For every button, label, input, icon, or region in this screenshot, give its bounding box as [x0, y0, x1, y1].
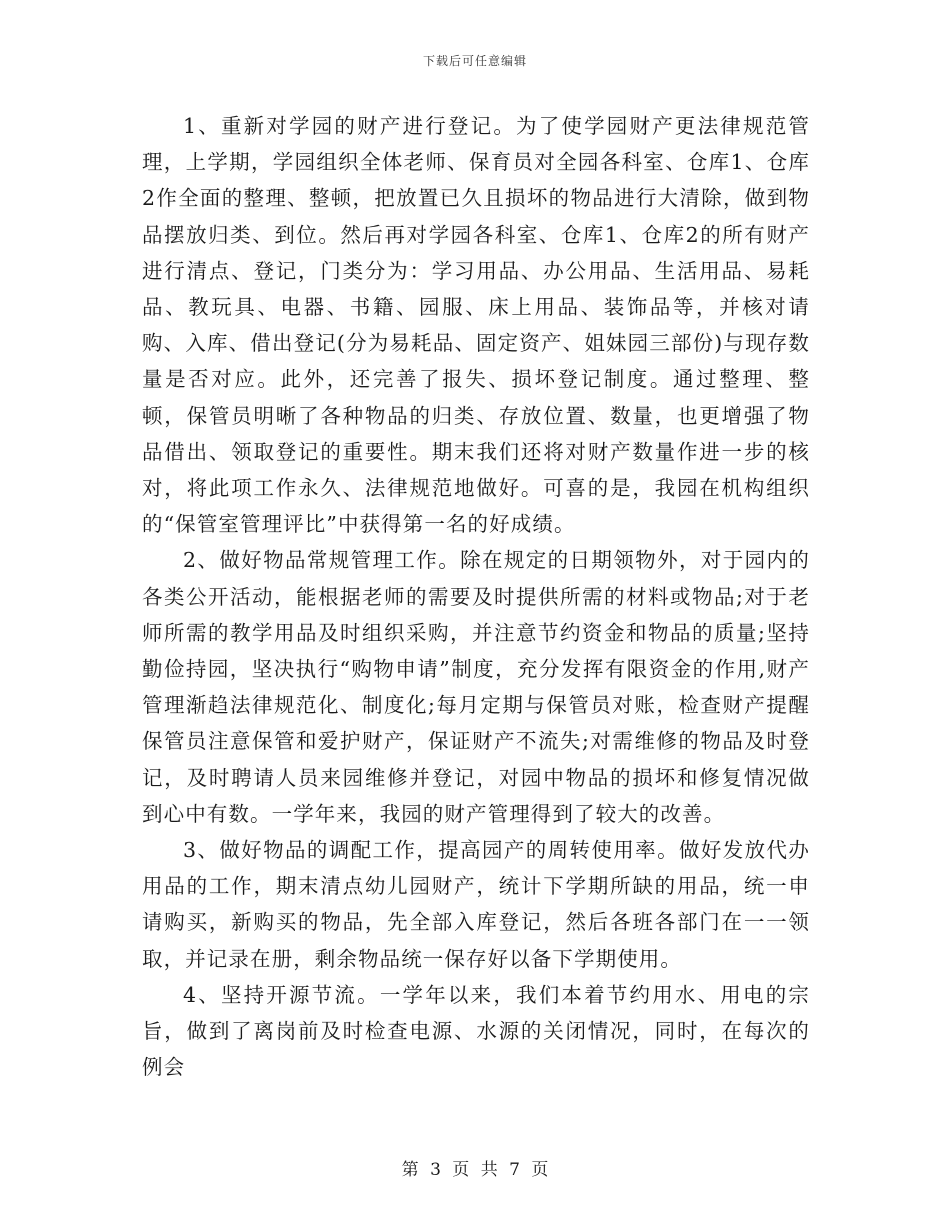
document-body: [142, 108, 810, 1085]
paragraph-4: 4、坚持开源节流。一学年以来，我们本着节约用水、用电的宗旨，做到了离岗前及时检查电源、水源的关闭情况，同时，在每次的例会: [142, 982, 810, 1080]
page-number-footer: 第 3 页 共 7 页: [401, 1160, 549, 1180]
page-header: 下载后可任意编辑: [422, 54, 527, 68]
paragraph-1: 1、重新对学园的财产进行登记。为了使学园财产更法律规范管理，上学期，学园组织全体老师、保育员对全园各科室、仓库1、仓库2作全面的整理、整顿，把放置已久且损坏的物品进行大清除，做到物品摆放归类、到位。然后再对学园各科室、仓库1、仓库2的所有财产进行清点、登记，门类分为：学习用品、办公用品、生活用品、易耗品、教玩具、电器、书籍、园服、床上用品、装饰品等，并核对请购、入库、借出登记(分为易耗品、固定资产、姐妹园三部份)与现存数量是否对应。此外，还完善了报失、损坏登记制度。通过整理、整顿，保管员明晰了各种物品的归类、存放位置、数量，也更增强了物品借出、领取登记的重要性。期末我们还将对财产数量作进一步的核对，将此项工作永久、法律规范地做好。可喜的是，我园在机构组织的“保管室管理评比”中获得第一名的好成绩。: [142, 114, 810, 537]
paragraph-3: 3、做好物品的调配工作，提高园产的周转使用率。做好发放代办用品的工作，期末清点幼儿园财产，统计下学期所缺的用品，统一申请购买，新购买的物品，先全部入库登记，然后各班各部门在一一领取，并记录在册，剩余物品统一保存好以备下学期使用。: [142, 838, 810, 971]
paragraph-2: 2、做好物品常规管理工作。除在规定的日期领物外，对于园内的各类公开活动，能根据老师的需要及时提供所需的材料或物品;对于老师所需的教学用品及时组织采购，并注意节约资金和物品的质量;坚持勤俭持园，坚决执行“购物申请”制度，充分发挥有限资金的作用,财产管理渐趋法律规范化、制度化;每月定期与保管员对账，检查财产提醒保管员注意保管和爱护财产，保证财产不流失;对需维修的物品及时登记，及时聘请人员来园维修并登记，对园中物品的损坏和修复情况做到心中有数。一学年来，我园的财产管理得到了较大的改善。: [142, 548, 810, 826]
